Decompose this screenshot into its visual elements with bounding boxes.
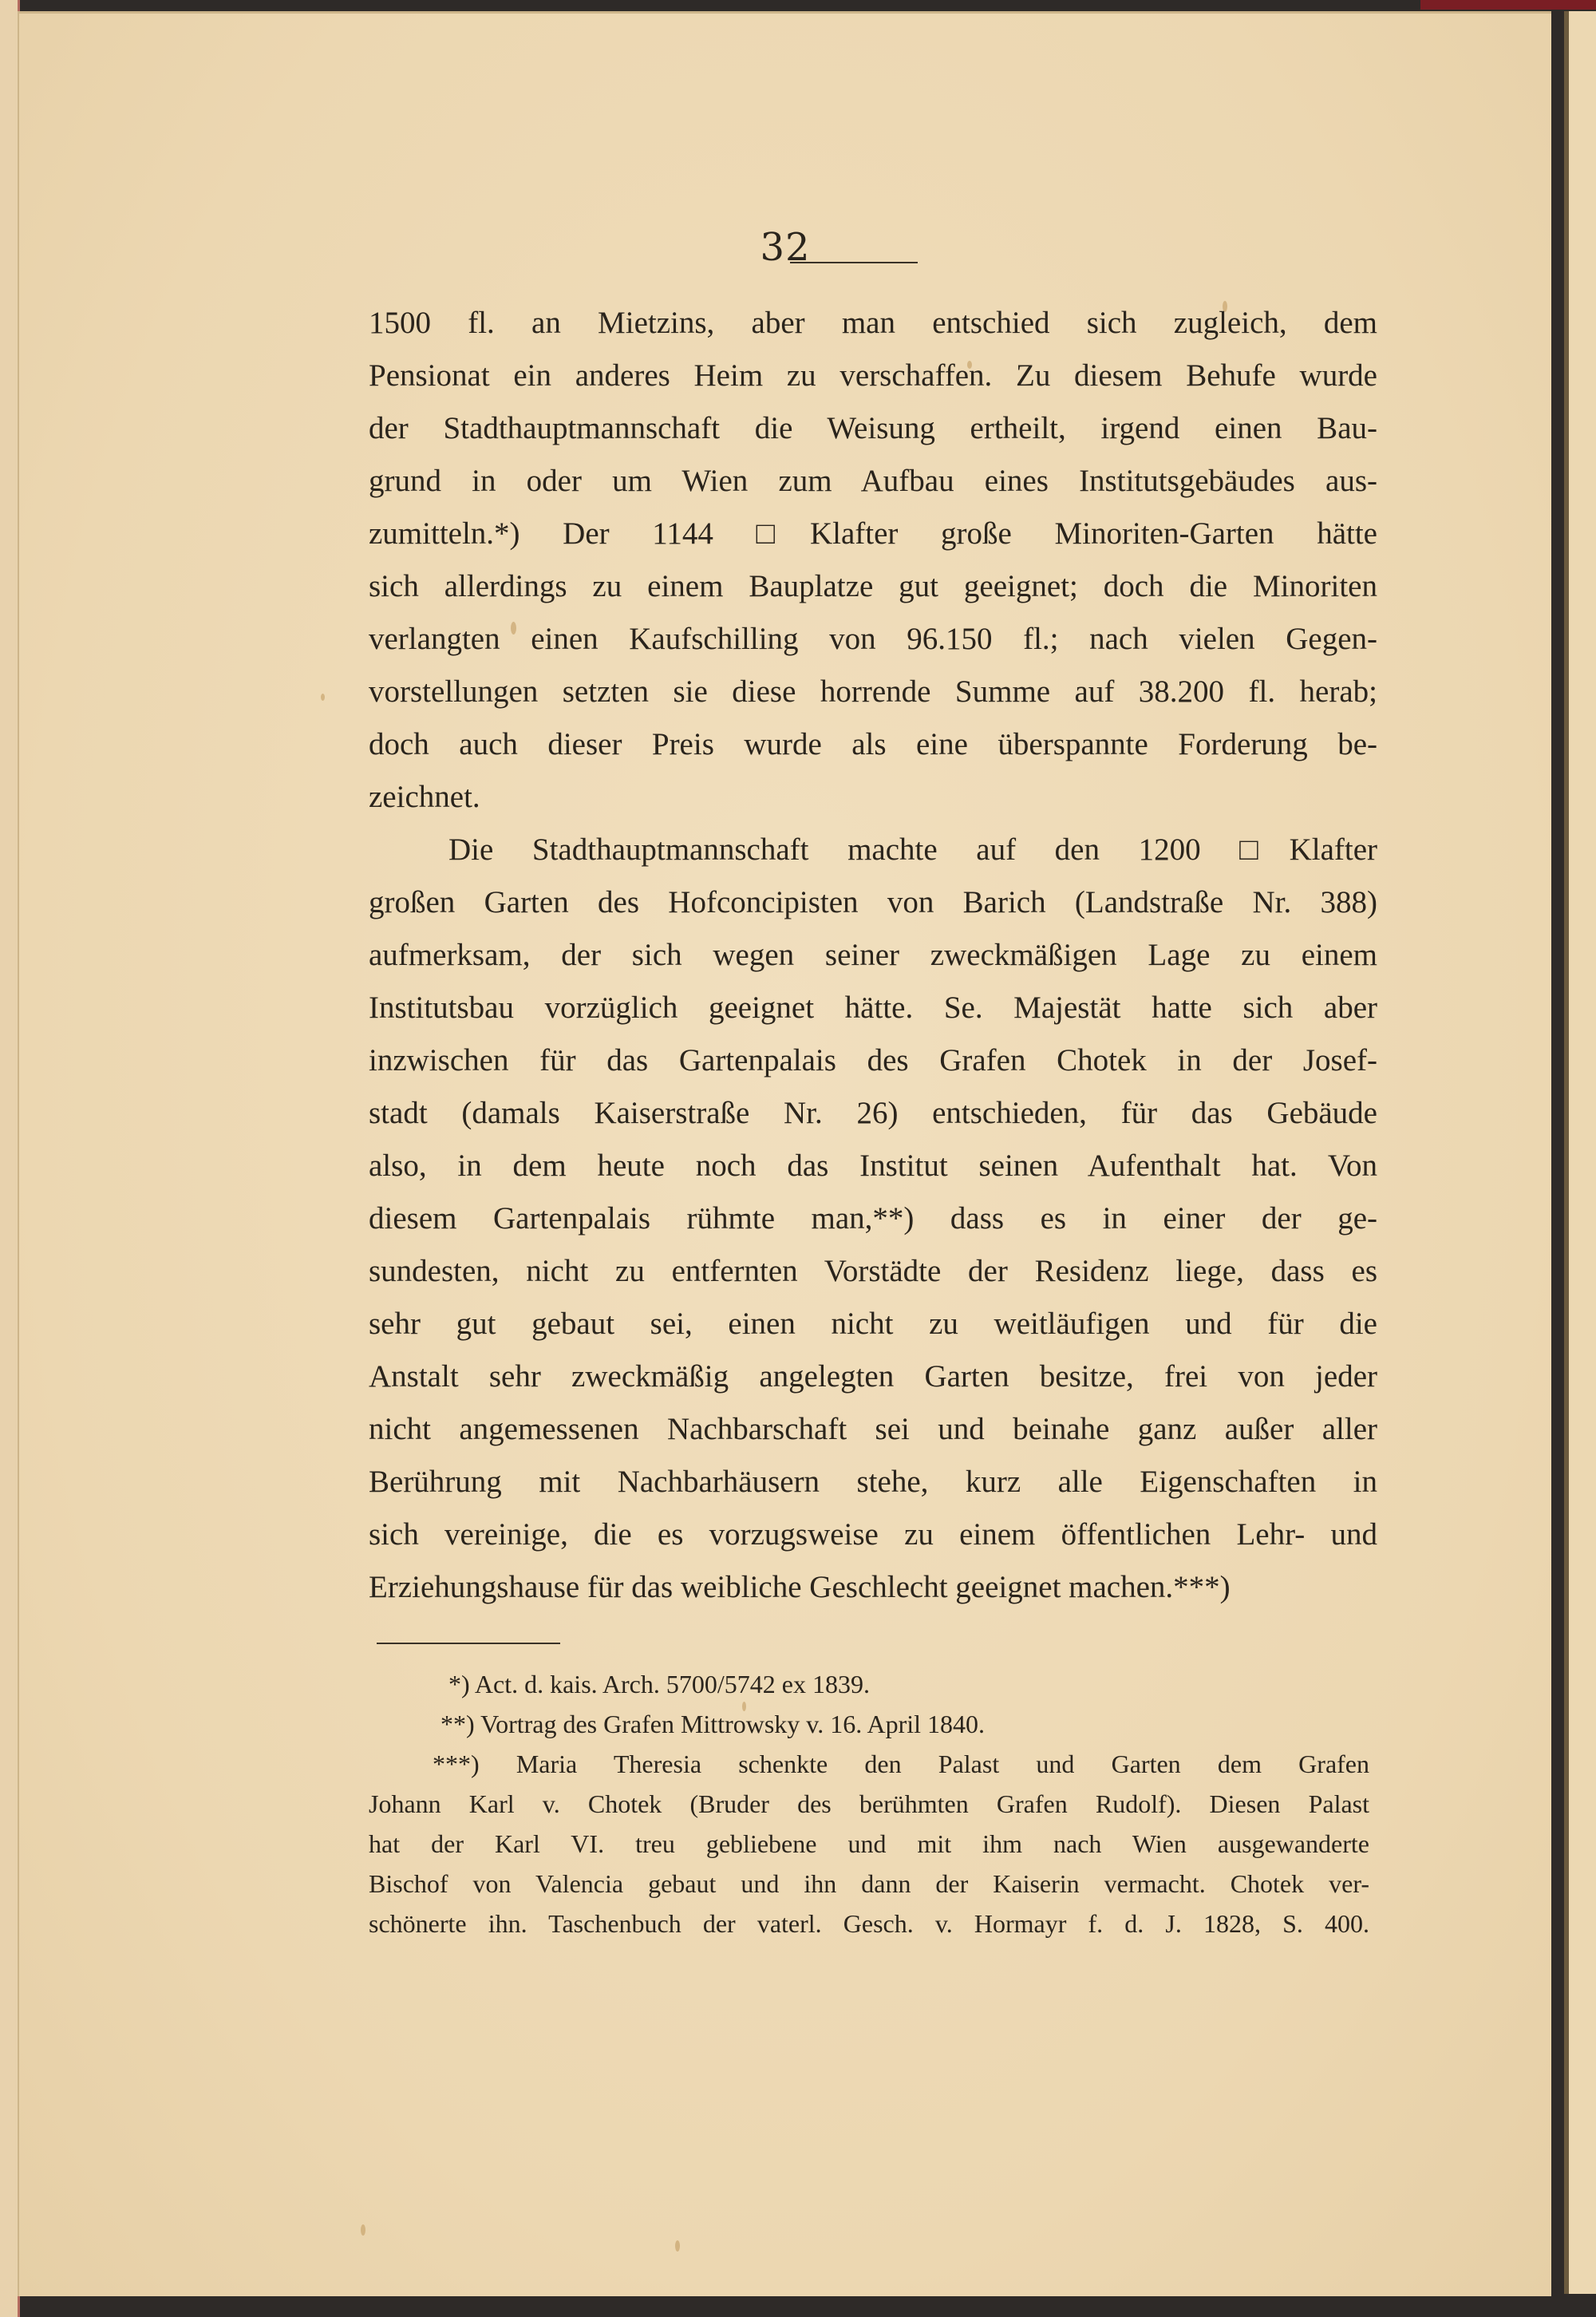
text-line: stadt (damals Kaiserstraße Nr. 26) entschieden, für das Gebäude <box>369 1096 1377 1130</box>
footnote-1: *) Act. d. kais. Arch. 5700/5742 ex 1839. <box>448 1670 870 1698</box>
text-line: Erziehungshause für das weibliche Geschlecht geeignet machen.***) <box>369 1570 1231 1604</box>
book-cover-edge <box>1420 0 1596 10</box>
text-line: Pensionat ein anderes Heim zu verschaffen. Zu diesem Behufe wurde <box>369 358 1377 393</box>
page-number-rule <box>790 262 918 263</box>
text-line: inzwischen für das Gartenpalais des Grafen Chotek in der Josef- <box>369 1043 1377 1077</box>
footnote-3-cont: Bischof von Valencia gebaut und ihn dann der Kaiserin vermacht. Chotek ver- <box>369 1869 1369 1898</box>
footnote-3-cont: hat der Karl VI. treu gebliebene und mit ihm nach Wien ausgewanderte <box>369 1829 1369 1858</box>
text-line: grund in oder um Wien zum Aufbau eines Institutsgebäudes aus- <box>369 464 1377 498</box>
footnote-3-cont: Johann Karl v. Chotek (Bruder des berühmten Grafen Rudolf). Diesen Palast <box>369 1789 1369 1818</box>
text-line: sich allerdings zu einem Bauplatze gut geeignet; doch die Minoriten <box>369 569 1377 603</box>
footnote-separator <box>377 1643 560 1644</box>
text-line: der Stadthauptmannschaft die Weisung ertheilt, irgend einen Bau- <box>369 411 1377 445</box>
footnotes <box>369 1664 1369 1943</box>
main-text <box>369 297 1377 1614</box>
paper-stain <box>321 694 325 701</box>
text-line: also, in dem heute noch das Institut seinen Aufenthalt hat. Von <box>369 1149 1377 1183</box>
text-line: 1500 fl. an Mietzins, aber man entschied sich zugleich, dem <box>369 306 1377 340</box>
paper-stain <box>361 2224 365 2236</box>
text-line: Institutsbau vorzüglich geeignet hätte. Se. Majestät hatte sich aber <box>369 990 1377 1025</box>
text-line: großen Garten des Hofconcipisten von Barich (Landstraße Nr. 388) <box>369 885 1377 919</box>
text-line: zumitteln.*) Der 1144 □Klafter große Minoriten-Garten hätte <box>369 516 1377 551</box>
text-line: sundesten, nicht zu entfernten Vorstädte der Residenz liege, dass es <box>369 1254 1377 1288</box>
footnote-3: ***) Maria Theresia schenkte den Palast und Garten dem Grafen <box>433 1750 1369 1778</box>
page-number: 32 <box>760 225 811 270</box>
text-line: aufmerksam, der sich wegen seiner zweckmäßigen Lage zu einem <box>369 938 1377 972</box>
text-line: diesem Gartenpalais rühmte man,**) dass es in einer der ge- <box>369 1201 1377 1236</box>
paper-stain <box>675 2240 680 2252</box>
paragraph-first-line: Die Stadthauptmannschaft machte auf den 1200 □Klafter <box>448 832 1377 867</box>
text-line: zeichnet. <box>369 780 480 814</box>
right-page-edge <box>1564 11 1596 2294</box>
text-line: sich vereinige, die es vorzugsweise zu einem öffentlichen Lehr- und <box>369 1517 1377 1552</box>
text-line: verlangten einen Kaufschilling von 96.150 fl.; nach vielen Gegen- <box>369 622 1377 656</box>
text-line: doch auch dieser Preis wurde als eine überspannte Forderung be- <box>369 727 1377 761</box>
footnote-2: **) Vortrag des Grafen Mittrowsky v. 16. April 1840. <box>440 1710 985 1738</box>
text-line: Berührung mit Nachbarhäusern stehe, kurz alle Eigenschaften in <box>369 1465 1377 1499</box>
text-line: sehr gut gebaut sei, einen nicht zu weitläufigen und für die <box>369 1307 1377 1341</box>
text-line: Anstalt sehr zweckmäßig angelegten Garten besitze, frei von jeder <box>369 1359 1377 1394</box>
text-line: nicht angemessenen Nachbarschaft sei und beinahe ganz außer aller <box>369 1412 1377 1446</box>
footnote-3-cont: schönerte ihn. Taschenbuch der vaterl. Gesch. v. Hormayr f. d. J. 1828, S. 400. <box>369 1909 1369 1938</box>
text-line: vorstellungen setzten sie diese horrende Summe auf 38.200 fl. herab; <box>369 674 1377 709</box>
